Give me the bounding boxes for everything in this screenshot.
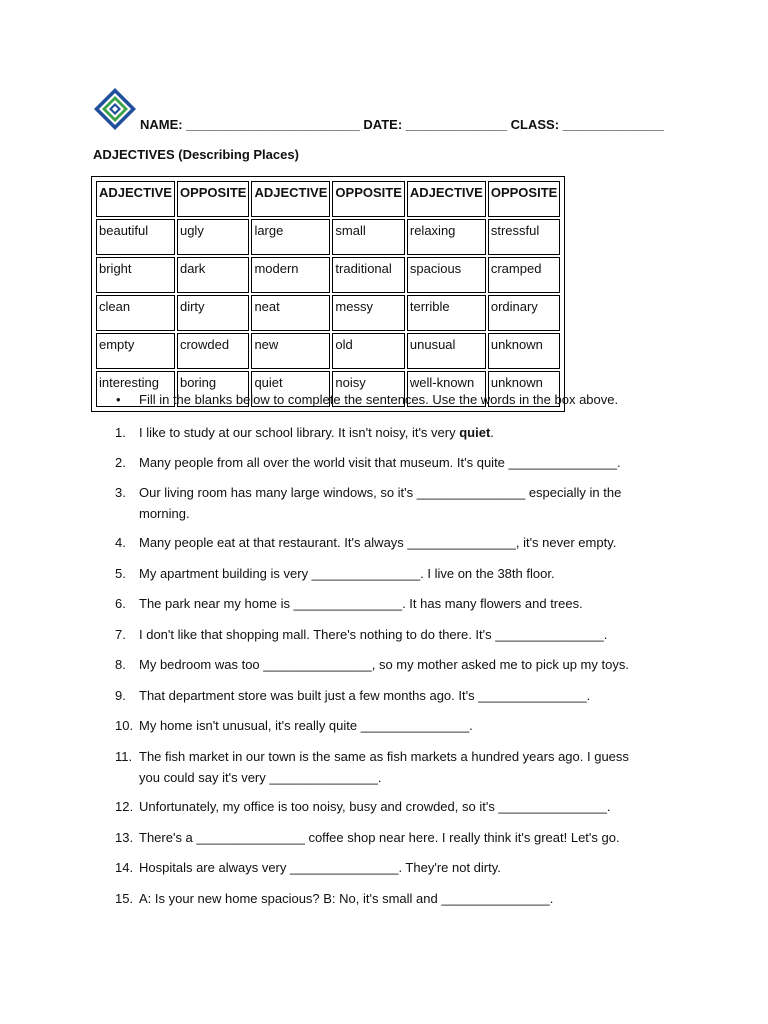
table-header-row (96, 181, 560, 217)
name-blank[interactable]: ________________________ (186, 117, 360, 132)
class-blank[interactable]: ______________ (562, 117, 664, 132)
table-cell: dirty (177, 295, 249, 331)
diamond-logo-icon (93, 87, 137, 131)
question-text[interactable]: Our living room has many large windows, so it's _______________ especially in the (139, 485, 622, 500)
question-item (115, 422, 494, 443)
table-cell: traditional (332, 257, 404, 293)
table-cell: small (332, 219, 404, 255)
table-header: ADJECTIVE (96, 181, 175, 217)
table-cell: modern (251, 257, 330, 293)
date-label: DATE: (363, 117, 403, 132)
question-item (115, 452, 621, 473)
instruction-text: Fill in the blanks below to complete the sentences. Use the words in the box above. (139, 392, 619, 407)
question-text[interactable]: The park near my home is _______________. It has many flowers and trees. (139, 596, 583, 611)
question-item (115, 888, 553, 909)
question-text[interactable]: That department store was built just a few months ago. It's _______________. (139, 688, 591, 703)
question-number: 4. (115, 535, 126, 550)
question-item (115, 593, 583, 614)
table-row (96, 257, 560, 293)
table-cell: terrible (407, 295, 486, 331)
table-cell: unknown (488, 371, 560, 407)
example-answer: quiet (459, 425, 491, 440)
question-number: 3. (115, 485, 126, 500)
table-header: ADJECTIVE (251, 181, 330, 217)
table-row (96, 333, 560, 369)
question-number: 7. (115, 627, 126, 642)
question-text[interactable]: My bedroom was too _______________, so my mother asked me to pick up my toys. (139, 657, 629, 672)
question-text-continued: morning. (139, 506, 190, 521)
question-item (115, 746, 629, 788)
table-header: ADJECTIVE (407, 181, 486, 217)
table-cell: large (251, 219, 330, 255)
question-number: 9. (115, 688, 126, 703)
question-number: 11. (115, 749, 133, 764)
table-cell: messy (332, 295, 404, 331)
instruction-line (116, 392, 618, 407)
worksheet-title: ADJECTIVES (Describing Places) (93, 147, 299, 162)
table-header: OPPOSITE (332, 181, 404, 217)
question-number: 15. (115, 891, 134, 906)
question-text[interactable]: My home isn't unusual, it's really quite _______________. (139, 718, 473, 733)
question-item (115, 482, 621, 524)
table-cell: dark (177, 257, 249, 293)
table-cell: ordinary (488, 295, 560, 331)
table-cell: crowded (177, 333, 249, 369)
table-row (96, 295, 560, 331)
table-cell: well-known (407, 371, 486, 407)
table-cell: unusual (407, 333, 486, 369)
table-cell: clean (96, 295, 175, 331)
vocabulary-table (94, 179, 562, 409)
table-header: OPPOSITE (488, 181, 560, 217)
table-cell: old (332, 333, 404, 369)
question-item (115, 532, 616, 553)
table-cell: quiet (251, 371, 330, 407)
question-text-continued[interactable]: you could say it's very _______________. (139, 770, 382, 785)
question-item (115, 563, 555, 584)
question-item (115, 857, 501, 878)
table-cell: stressful (488, 219, 560, 255)
question-text[interactable]: Many people eat at that restaurant. It's always _______________, it's never empty. (139, 535, 617, 550)
table-cell: interesting (96, 371, 175, 407)
table-cell: bright (96, 257, 175, 293)
table-cell: new (251, 333, 330, 369)
table-cell: unknown (488, 333, 560, 369)
class-label: CLASS: (510, 117, 560, 132)
question-number: 6. (115, 596, 126, 611)
table-cell: relaxing (407, 219, 486, 255)
date-blank[interactable]: ______________ (405, 117, 508, 132)
question-text[interactable]: Many people from all over the world visit that museum. It's quite _______________. (139, 455, 621, 470)
question-text[interactable]: I don't like that shopping mall. There's nothing to do there. It's _______________. (139, 627, 608, 642)
question-number: 14. (115, 860, 134, 875)
student-info-line (140, 117, 664, 132)
question-number: 5. (115, 566, 126, 581)
table-cell: empty (96, 333, 175, 369)
question-text[interactable]: My apartment building is very _______________. I live on the 38th floor. (139, 566, 555, 581)
question-number: 12. (115, 799, 134, 814)
question-text[interactable]: There's a _______________ coffee shop near here. I really think it's great! Let's go. (139, 830, 620, 845)
table-cell: cramped (488, 257, 560, 293)
question-text-end: . (490, 425, 494, 440)
question-text: I like to study at our school library. It isn't noisy, it's very (139, 425, 460, 440)
table-cell: beautiful (96, 219, 175, 255)
question-item (115, 827, 620, 848)
table-cell: boring (177, 371, 249, 407)
bullet-icon: • (116, 392, 121, 407)
question-number: 8. (115, 657, 126, 672)
table-cell: noisy (332, 371, 404, 407)
question-number: 10. (115, 718, 134, 733)
question-text: The fish market in our town is the same as fish markets a hundred years ago. I guess (139, 749, 629, 764)
vocabulary-table-box (91, 176, 565, 412)
question-number: 13. (115, 830, 134, 845)
question-item (115, 624, 607, 645)
question-text[interactable]: Unfortunately, my office is too noisy, busy and crowded, so it's _______________. (139, 799, 611, 814)
table-header: OPPOSITE (177, 181, 249, 217)
table-row (96, 219, 560, 255)
question-item (115, 685, 590, 706)
question-text[interactable]: Hospitals are always very _______________. They're not dirty. (139, 860, 501, 875)
question-item (115, 796, 611, 817)
table-cell: neat (251, 295, 330, 331)
question-text[interactable]: A: Is your new home spacious? B: No, it's small and _______________. (139, 891, 554, 906)
question-item (115, 654, 629, 675)
question-item (115, 715, 473, 736)
question-number: 1. (115, 425, 126, 440)
table-cell: spacious (407, 257, 486, 293)
name-label: NAME: (140, 117, 183, 132)
table-cell: ugly (177, 219, 249, 255)
question-number: 2. (115, 455, 126, 470)
